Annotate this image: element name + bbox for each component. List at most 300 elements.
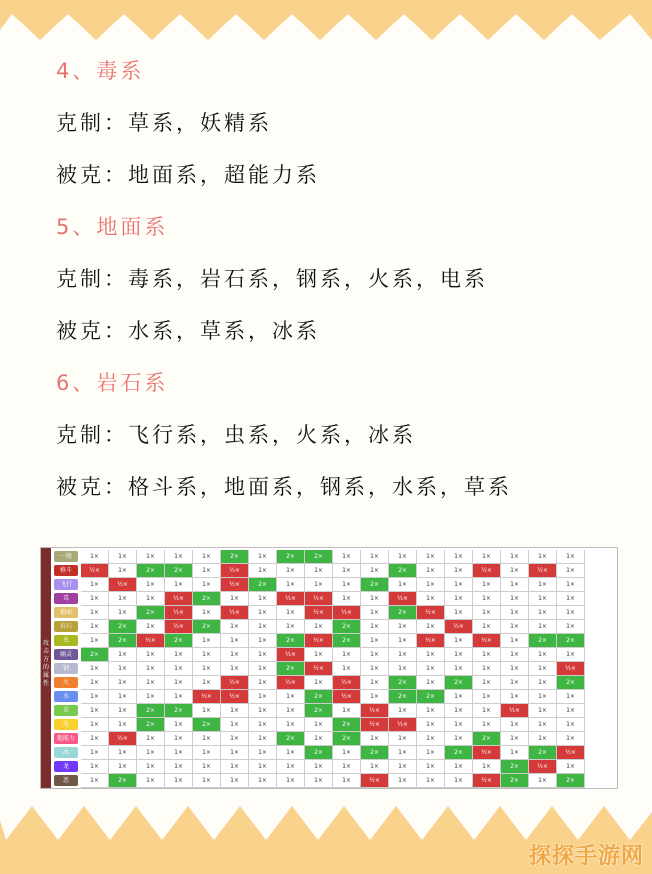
table-cell: 1× — [473, 676, 501, 690]
table-cell: 1× — [529, 732, 557, 746]
row-header — [51, 648, 81, 662]
table-cell: 1× — [473, 760, 501, 774]
table-cell: 2× — [445, 676, 473, 690]
table-cell: ½× — [221, 578, 249, 592]
type-effectiveness-table — [40, 547, 618, 789]
row-header-label: 草 — [54, 705, 78, 716]
row-header — [51, 690, 81, 704]
table-cell: 1× — [249, 662, 277, 676]
table-cell: 1× — [445, 690, 473, 704]
table-cell: 1× — [361, 676, 389, 690]
table-cell: 1× — [445, 774, 473, 788]
table-cell: 1× — [361, 564, 389, 578]
table-cell: ½× — [557, 662, 585, 676]
table-cell: 2× — [193, 620, 221, 634]
row-header-label: 恶 — [54, 775, 78, 786]
table-cell: 1× — [109, 676, 137, 690]
table-cell: 1× — [529, 550, 557, 564]
table-cell: 1× — [193, 760, 221, 774]
table-cell: 1× — [361, 662, 389, 676]
table-cell: 1× — [361, 732, 389, 746]
top-zigzag-border — [0, 0, 652, 55]
table-cell: 1× — [529, 620, 557, 634]
table-cell: 2× — [277, 662, 305, 676]
table-cell: ½× — [389, 718, 417, 732]
table-cell: 1× — [557, 690, 585, 704]
table-cell: 1× — [333, 760, 361, 774]
table-cell: 1× — [389, 578, 417, 592]
table-cell: 1× — [445, 662, 473, 676]
table-cell: 1× — [305, 760, 333, 774]
table-cell: 1× — [501, 634, 529, 648]
table-cell: 2× — [473, 732, 501, 746]
table-cell: 1× — [165, 676, 193, 690]
table-cell: 1× — [165, 662, 193, 676]
table-cell: ½× — [109, 578, 137, 592]
ground-weak-against: 被克：水系，草系，冰系 — [56, 319, 320, 343]
table-cell: 1× — [557, 592, 585, 606]
table-cell: 1× — [81, 718, 109, 732]
table-cell: 1× — [501, 564, 529, 578]
table-cell: 2× — [165, 704, 193, 718]
table-cell: 1× — [165, 732, 193, 746]
table-cell: 1× — [193, 550, 221, 564]
side-label: 攻击方的属性 — [42, 640, 49, 687]
table-cell: 1× — [109, 690, 137, 704]
table-cell: 2× — [305, 550, 333, 564]
table-cell: 1× — [473, 606, 501, 620]
table-cell: ½× — [277, 592, 305, 606]
table-cell: 1× — [249, 648, 277, 662]
table-cell: 1× — [277, 578, 305, 592]
table-cell: 1× — [529, 606, 557, 620]
table-cell: ½× — [165, 606, 193, 620]
row-header — [51, 676, 81, 690]
table-cell: 1× — [249, 732, 277, 746]
table-cell: 1× — [361, 690, 389, 704]
table-cell: 1× — [473, 718, 501, 732]
table-cell: 2× — [277, 550, 305, 564]
rock-weak-against: 被克：格斗系，地面系，钢系，水系，草系 — [56, 475, 512, 499]
row-header-label: 冰 — [54, 747, 78, 758]
table-cell: 2× — [109, 634, 137, 648]
table-cell: ½× — [221, 564, 249, 578]
table-cell: 1× — [277, 718, 305, 732]
table-cell: 1× — [221, 634, 249, 648]
table-cell: 1× — [81, 704, 109, 718]
table-cell: 1× — [81, 578, 109, 592]
table-cell: 2× — [137, 606, 165, 620]
table-cell: 2× — [529, 634, 557, 648]
table-cell: 1× — [277, 606, 305, 620]
table-cell: 2× — [193, 592, 221, 606]
table-cell: 1× — [501, 690, 529, 704]
row-header-label: 地面 — [54, 607, 78, 618]
row-header-label: 超能力 — [54, 733, 78, 744]
row-header-label: 电 — [54, 719, 78, 730]
table-cell: 1× — [109, 550, 137, 564]
table-cell: ½× — [137, 634, 165, 648]
table-cell: 2× — [361, 578, 389, 592]
table-cell: 2× — [501, 760, 529, 774]
table-cell: 1× — [221, 774, 249, 788]
table-cell: 1× — [333, 704, 361, 718]
section-title-rock: 6、岩石系 — [56, 371, 169, 395]
table-cell: ½× — [305, 592, 333, 606]
table-cell: 1× — [557, 760, 585, 774]
table-cell: 1× — [557, 718, 585, 732]
table-cell: 1× — [361, 592, 389, 606]
table-cell: 1× — [137, 690, 165, 704]
row-header — [51, 592, 81, 606]
table-cell: 1× — [81, 676, 109, 690]
table-cell: 1× — [501, 746, 529, 760]
table-cell: 1× — [473, 592, 501, 606]
table-cell: 1× — [557, 620, 585, 634]
table-cell: 1× — [109, 648, 137, 662]
table-cell: 1× — [473, 662, 501, 676]
table-cell: 1× — [501, 648, 529, 662]
table-cell: 1× — [81, 606, 109, 620]
table-cell: 1× — [333, 578, 361, 592]
table-cell: 1× — [417, 732, 445, 746]
table-cell: 1× — [81, 620, 109, 634]
table-cell: ½× — [333, 606, 361, 620]
table-cell: 1× — [389, 634, 417, 648]
table-cell: 1× — [249, 760, 277, 774]
table-cell: ½× — [221, 606, 249, 620]
row-header — [51, 760, 81, 774]
table-cell: 1× — [501, 718, 529, 732]
table-cell: 1× — [221, 592, 249, 606]
table-cell: 1× — [501, 676, 529, 690]
table-cell: 2× — [137, 704, 165, 718]
table-cell: 1× — [249, 592, 277, 606]
watermark-text: 探探手游网 — [528, 844, 644, 869]
table-cell: ½× — [305, 634, 333, 648]
table-cell: 1× — [557, 648, 585, 662]
row-header-label: 虫 — [54, 635, 78, 646]
table-cell: 1× — [501, 578, 529, 592]
table-cell: 2× — [277, 634, 305, 648]
table-cell: 1× — [333, 774, 361, 788]
table-cell: 1× — [473, 578, 501, 592]
table-cell: ½× — [165, 592, 193, 606]
table-cell: 1× — [109, 746, 137, 760]
table-cell: ½× — [81, 564, 109, 578]
table-cell: 1× — [417, 704, 445, 718]
table-cell: 1× — [389, 760, 417, 774]
section-title-poison: 4、毒系 — [56, 59, 145, 83]
table-cell: 1× — [81, 760, 109, 774]
table-cell: 1× — [333, 648, 361, 662]
table-cell: ½× — [305, 662, 333, 676]
table-cell: 1× — [529, 662, 557, 676]
table-cell: 1× — [137, 774, 165, 788]
table-cell: 1× — [249, 690, 277, 704]
table-cell: 1× — [109, 718, 137, 732]
row-header — [51, 746, 81, 760]
table-cell: 1× — [109, 662, 137, 676]
table-cell: 1× — [165, 550, 193, 564]
table-cell: ½× — [473, 746, 501, 760]
table-cell: 1× — [165, 774, 193, 788]
table-cell: 1× — [333, 592, 361, 606]
table-cell: 1× — [557, 550, 585, 564]
table-cell: 1× — [249, 718, 277, 732]
table-cell: 2× — [417, 690, 445, 704]
row-header — [51, 550, 81, 564]
table-cell: 1× — [529, 718, 557, 732]
table-cell: 2× — [277, 732, 305, 746]
table-cell: 1× — [445, 718, 473, 732]
table-cell: 1× — [277, 760, 305, 774]
table-cell: 1× — [389, 704, 417, 718]
table-cell: 1× — [529, 704, 557, 718]
table-cell: 1× — [137, 676, 165, 690]
table-cell: 1× — [529, 592, 557, 606]
table-cell: 1× — [529, 690, 557, 704]
table-cell: ½× — [445, 620, 473, 634]
table-cell: 1× — [81, 746, 109, 760]
table-cell: 2× — [333, 620, 361, 634]
table-cell: 1× — [193, 606, 221, 620]
table-cell: 1× — [389, 550, 417, 564]
table-cell: 1× — [445, 634, 473, 648]
table-cell: 1× — [193, 564, 221, 578]
section-title-ground: 5、地面系 — [56, 215, 169, 239]
table-cell: 2× — [333, 732, 361, 746]
table-cell: 1× — [277, 690, 305, 704]
table-cell: 1× — [193, 662, 221, 676]
table-cell: 1× — [249, 606, 277, 620]
table-cell: 2× — [109, 774, 137, 788]
table-cell: 2× — [333, 634, 361, 648]
table-cell: 1× — [417, 648, 445, 662]
table-cell: ½× — [333, 676, 361, 690]
row-header — [51, 606, 81, 620]
poison-weak-against: 被克：地面系，超能力系 — [56, 163, 320, 187]
table-cell: 1× — [333, 550, 361, 564]
table-cell: 1× — [165, 746, 193, 760]
table-cell: 1× — [501, 606, 529, 620]
table-cell: 1× — [137, 746, 165, 760]
row-header — [51, 620, 81, 634]
table-cell: 1× — [529, 648, 557, 662]
table-cell: 2× — [557, 774, 585, 788]
table-cell: 1× — [361, 634, 389, 648]
table-cell: 1× — [137, 648, 165, 662]
table-cell: 1× — [445, 648, 473, 662]
table-cell: 2× — [165, 634, 193, 648]
table-cell: 1× — [333, 564, 361, 578]
table-cell: 1× — [501, 550, 529, 564]
table-cell: 1× — [445, 578, 473, 592]
table-cell: 2× — [165, 564, 193, 578]
table-cell: 1× — [193, 732, 221, 746]
table-cell: 1× — [501, 662, 529, 676]
row-header — [51, 704, 81, 718]
table-cell: 1× — [445, 732, 473, 746]
table-cell: ½× — [529, 760, 557, 774]
table-cell: ½× — [333, 690, 361, 704]
row-header-label: 飞行 — [54, 579, 78, 590]
table-cell: 1× — [249, 774, 277, 788]
table-cell: 1× — [417, 760, 445, 774]
table-cell: 1× — [277, 774, 305, 788]
table-cell: 1× — [557, 606, 585, 620]
row-header-label: 岩石 — [54, 621, 78, 632]
table-cell: 1× — [249, 634, 277, 648]
table-cell: 1× — [557, 704, 585, 718]
table-cell: 1× — [81, 634, 109, 648]
table-cell: 1× — [417, 746, 445, 760]
table-cell: 1× — [165, 648, 193, 662]
table-cell: 1× — [529, 578, 557, 592]
table-cell: 1× — [417, 662, 445, 676]
table-cell: 1× — [277, 564, 305, 578]
table-cell: 2× — [305, 690, 333, 704]
table-cell: 2× — [221, 550, 249, 564]
table-cell: 1× — [193, 774, 221, 788]
table-cell: 1× — [137, 592, 165, 606]
row-header-label: 格斗 — [54, 565, 78, 576]
table-cell: ½× — [389, 592, 417, 606]
table-cell: 1× — [389, 648, 417, 662]
table-cell: 1× — [221, 704, 249, 718]
table-cell: 1× — [109, 704, 137, 718]
table-cell: 1× — [249, 620, 277, 634]
table-cell: 1× — [445, 592, 473, 606]
table-cell: 2× — [193, 718, 221, 732]
table-cell: 1× — [361, 550, 389, 564]
table-cell: 1× — [221, 620, 249, 634]
table-cell: 1× — [501, 620, 529, 634]
table-cell: 1× — [445, 550, 473, 564]
table-cell: 1× — [249, 746, 277, 760]
table-cell: ½× — [221, 676, 249, 690]
table-cell: 1× — [193, 648, 221, 662]
table-cell: 1× — [221, 648, 249, 662]
row-header — [51, 662, 81, 676]
table-cell: ½× — [473, 634, 501, 648]
table-cell: ½× — [417, 634, 445, 648]
table-cell: ½× — [221, 690, 249, 704]
table-cell: 1× — [473, 550, 501, 564]
table-cell: 1× — [137, 662, 165, 676]
table-cell: 1× — [557, 578, 585, 592]
table-cell: 2× — [557, 676, 585, 690]
table-cell: 2× — [81, 648, 109, 662]
table-cell: 1× — [389, 732, 417, 746]
table-cell: 2× — [389, 564, 417, 578]
table-cell: 1× — [389, 774, 417, 788]
table-cell: ½× — [529, 564, 557, 578]
row-header-label: 火 — [54, 677, 78, 688]
table-cell: 1× — [417, 620, 445, 634]
row-header-label: 龙 — [54, 761, 78, 772]
table-cell: 1× — [445, 704, 473, 718]
table-cell: 1× — [193, 704, 221, 718]
table-cell: 1× — [473, 690, 501, 704]
row-header-label: 一般 — [54, 551, 78, 562]
table-cell: 1× — [249, 676, 277, 690]
row-header-label: 钢 — [54, 663, 78, 674]
table-cell: ½× — [361, 774, 389, 788]
table-cell: 2× — [305, 746, 333, 760]
table-cell: 2× — [501, 774, 529, 788]
table-cell: 1× — [557, 732, 585, 746]
table-cell: 1× — [221, 732, 249, 746]
row-header — [51, 732, 81, 746]
table-cell: ½× — [277, 648, 305, 662]
row-header-label: 水 — [54, 691, 78, 702]
table-cell: 1× — [501, 732, 529, 746]
table-cell: 2× — [333, 718, 361, 732]
table-cell: 1× — [361, 606, 389, 620]
table-cell: 2× — [557, 634, 585, 648]
table-cell: 1× — [165, 718, 193, 732]
table-cell: 1× — [361, 620, 389, 634]
table-cell: 1× — [193, 676, 221, 690]
table-cell: ½× — [501, 704, 529, 718]
table-cell: 1× — [361, 648, 389, 662]
table-cell: 1× — [361, 760, 389, 774]
table-cell: 1× — [501, 592, 529, 606]
table-cell: 1× — [165, 578, 193, 592]
table-cell: 1× — [81, 550, 109, 564]
table-cell: ½× — [305, 606, 333, 620]
table-cell: 1× — [249, 564, 277, 578]
table-cell: 1× — [389, 746, 417, 760]
table-cell: 1× — [529, 774, 557, 788]
table-cell: 2× — [137, 564, 165, 578]
table-cell: ½× — [193, 690, 221, 704]
table-cell: 1× — [249, 704, 277, 718]
table-cell: 1× — [557, 564, 585, 578]
table-cell: 2× — [389, 606, 417, 620]
row-header-label: 幽灵 — [54, 649, 78, 660]
table-cell: ½× — [361, 718, 389, 732]
table-cell: 1× — [81, 732, 109, 746]
table-cell: 1× — [277, 704, 305, 718]
table-cell: 1× — [109, 760, 137, 774]
table-cell: 1× — [109, 564, 137, 578]
table-cell: 1× — [389, 620, 417, 634]
table-cell: 1× — [305, 648, 333, 662]
table-cell: 1× — [221, 718, 249, 732]
table-cell: 2× — [137, 718, 165, 732]
table-cell: ½× — [109, 732, 137, 746]
table-cell: 2× — [361, 746, 389, 760]
table-cell: 1× — [137, 550, 165, 564]
table-cell: 1× — [529, 676, 557, 690]
table-cell: ½× — [417, 606, 445, 620]
table-cell: 1× — [417, 578, 445, 592]
table-cell: 1× — [165, 760, 193, 774]
table-cell: 1× — [109, 592, 137, 606]
table-cell: 2× — [305, 704, 333, 718]
table-cell: 1× — [137, 578, 165, 592]
table-cell: 1× — [305, 774, 333, 788]
table-cell: 1× — [137, 760, 165, 774]
table-cell: 1× — [193, 578, 221, 592]
table-cell: ½× — [165, 620, 193, 634]
table-cell: 1× — [473, 620, 501, 634]
table-cell: ½× — [361, 704, 389, 718]
table-cell: 1× — [81, 690, 109, 704]
table-cell: 1× — [137, 620, 165, 634]
